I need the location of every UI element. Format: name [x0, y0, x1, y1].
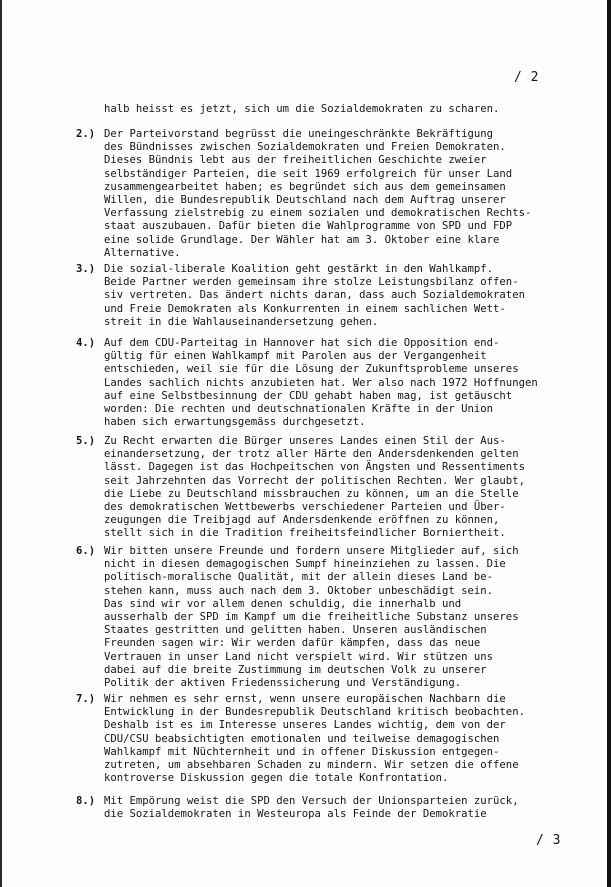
point-text: Auf dem CDU-Parteitag in Hannover hat sich die Opposition end- gültig für einen Wahlkampf mit Parolen aus der Vergangenheit entschieden, weil sie für die Lösung der Zukunftsprobleme unseres Landes sachlich nichts anzubieten hat. Wer also nach 1972 Hoffnungen auf eine Selbstbesinnung der CDU gehabt haben mag, ist getäuscht worden: Die rechten und deutschnationalen Kräfte in der Union haben sich erwartungsgemäss durchgesetzt.	[104, 337, 538, 429]
point-number: 7.)	[76, 693, 96, 705]
point-number: 3.)	[76, 263, 96, 275]
point-text: Mit Empörung weist die SPD den Versuch der Unionsparteien zurück, die Sozialdemokraten in Westeuropa als Feinde der Demokratie	[104, 795, 519, 821]
point-number: 8.)	[76, 795, 96, 807]
point-number: 2.)	[76, 128, 96, 140]
intro-line: halb heisst es jetzt, sich um die Sozialdemokraten zu scharen.	[104, 103, 500, 115]
point-text: Zu Recht erwarten die Bürger unseres Landes einen Stil der Aus- einandersetzung, der trotz aller Härte den Andersdenkenden gelten lässt. Dagegen ist das Hochpeitschen von Ängsten und Ressentiments seit Jahrzehnten das Vorrecht der politischen Rechten. Wer glaubt, die Liebe zu Deutschland missbrauchen zu können, um an die Stelle des demokratischen Wettbewerbs verschiedener Parteien und Über- zeugungen die Treibjagd auf Andersdenkende eröffnen zu können, stellt sich in die Tradition freiheitsfeindlicher Borniertheit.	[104, 435, 525, 540]
point-text: Die sozial-liberale Koalition geht gestärkt in den Wahlkampf. Beide Partner werden gemeinsam ihre stolze Leistungsbilanz offen- siv vertreten. Das ändert nichts daran, dass auch Sozialdemokraten und Freie Demokraten als Konkurrenten in einem sachlichen Wett- streit in die Wahlauseinandersetzung gehen.	[104, 263, 525, 328]
page-number-bottom: / 3	[536, 833, 561, 848]
point-number: 6.)	[76, 545, 96, 557]
point-text: Wir nehmen es sehr ernst, wenn unsere europäischen Nachbarn die Entwicklung in der Bundesrepublik Deutschland kritisch beobachten. Deshalb ist es im Interesse unseres Landes wichtig, dem von der CDU/CSU beabsichtigten emotionalen und teilweise demagogischen Wahlkampf mit Nüchternheit und in offener Diskussion entgegen- zutreten, um absehbaren Schaden zu mindern. Wir setzen die offene kontroverse Diskussion gegen die totale Konfrontation.	[104, 693, 525, 785]
point-number: 4.)	[76, 337, 96, 349]
point-text: Der Parteivorstand begrüsst die uneingeschränkte Bekräftigung des Bündnisses zwischen Sozialdemokraten und Freien Demokraten. Dieses Bündnis lebt aus der freiheitlichen Geschichte zweier selbständiger Parteien, die seit 1969 erfolgreich für unser Land zusammengearbeitet haben; es begründet sich aus dem gemeinsamen Willen, die Bundesrepublik Deutschland nach dem Auftrag unserer Verfassung zielstrebig zu einem sozialen und demokratischen Rechts- staat auszubauen. Dafür bieten die Wahlprogramme von SPD und FDP eine solide Grundlage. Der Wähler hat am 3. Oktober eine klare Alternative.	[104, 128, 532, 259]
point-text: Wir bitten unsere Freunde und fordern unsere Mitglieder auf, sich nicht in diesen demagogischen Sumpf hineinziehen zu lassen. Die politisch-moralische Qualität, mit der allein dieses Land be- stehen kann, muss auch nach dem 3. Oktober unbeschädigt sein. Das sind wir vor allem denen schuldig, die innerhalb und ausserhalb der SPD im Kampf um die freiheitliche Substanz unseres Staates gestritten und gelitten haben. Unseren ausländischen Freunden sagen wir: Wir werden dafür kämpfen, dass das neue Vertrauen in unser Land nicht verspielt wird. Wir stützen uns dabei auf die breite Zustimmung im deutschen Volk zu unserer Politik der aktiven Friedenssicherung und Verständigung.	[104, 545, 519, 690]
page-number-top: / 2	[514, 70, 539, 85]
point-number: 5.)	[76, 435, 96, 447]
